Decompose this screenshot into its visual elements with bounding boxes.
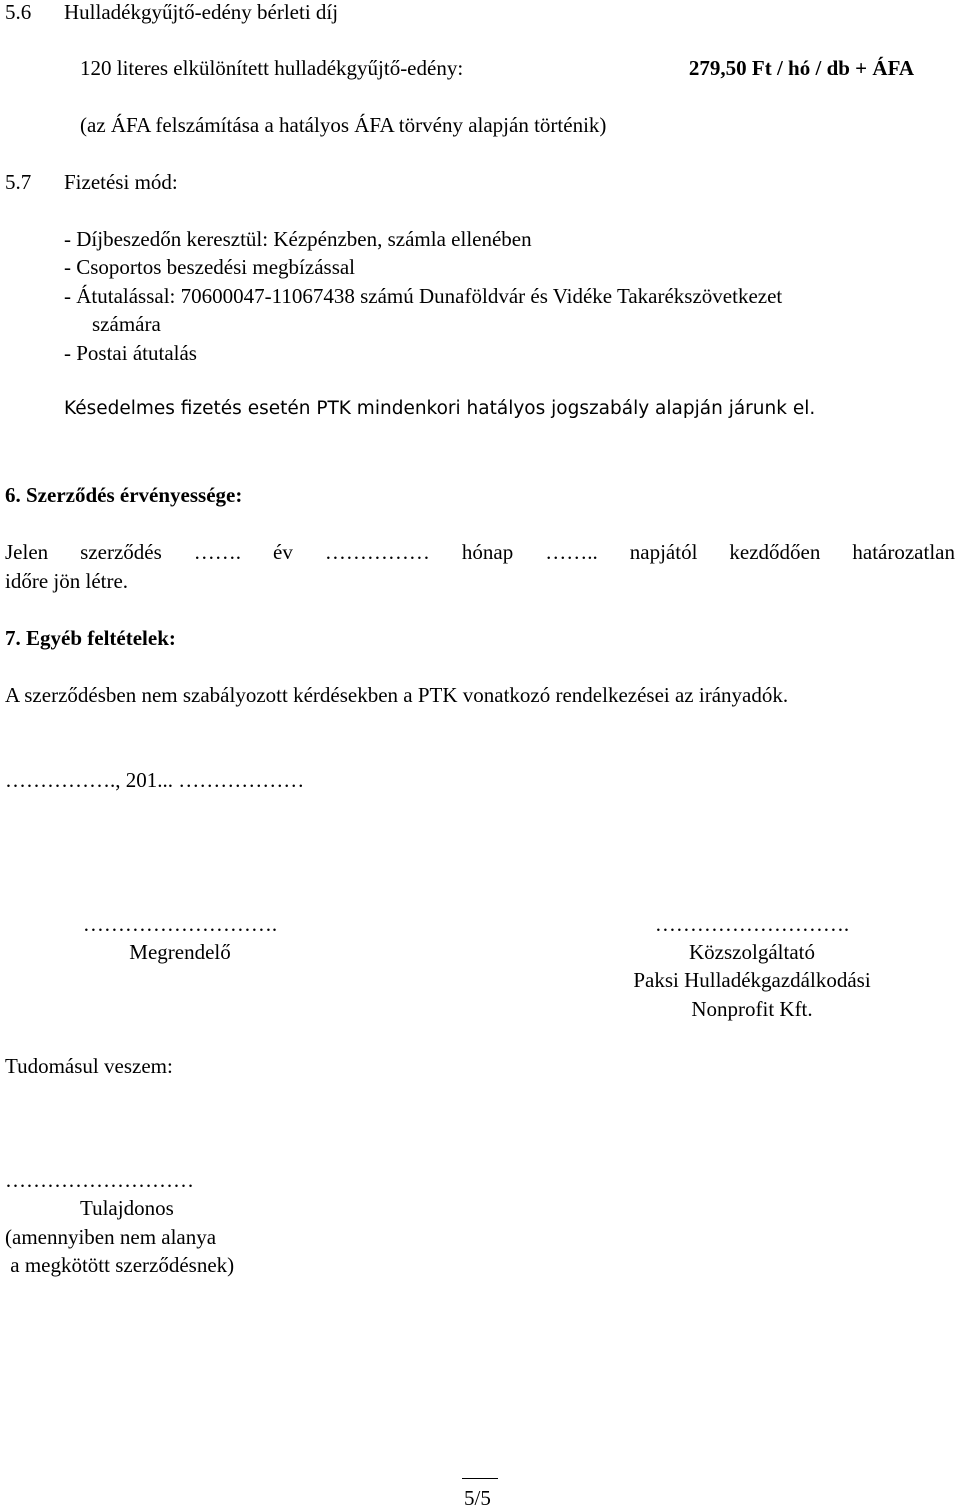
validity-line-2: időre jön létre. [5,569,129,593]
provider-company-line-2: Nonprofit Kft. [691,997,813,1021]
owner-note-line-1: (amennyiben nem alanya [5,1225,217,1249]
bin-item-label: 120 literes elkülönített hulladékgyűjtő-edény: [80,56,464,80]
vat-note: (az ÁFA felszámítása a hatályos ÁFA törvény alapján történik) [80,113,607,137]
section-5-6-number: 5.6 [5,0,32,24]
section-5-7-title: Fizetési mód: [64,170,178,194]
acknowledged-label: Tudomásul veszem: [5,1054,173,1078]
bin-item-price: 279,50 Ft / hó / db + ÁFA [688,56,914,80]
section-6-heading: 6. Szerződés érvényessége: [5,483,243,507]
payment-method-item: - Díjbeszedőn keresztül: Kézpénzben, számla ellenében [64,227,532,251]
other-terms-text: A szerződésben nem szabályozott kérdésekben a PTK vonatkozó rendelkezései az irányadók. [5,683,789,707]
section-5-6-title: Hulladékgyűjtő-edény bérleti díj [64,0,339,24]
section-7-heading: 7. Egyéb feltételek: [5,626,176,650]
payment-method-item: - Postai átutalás [64,341,197,365]
validity-line-1: Jelen szerződés ……. év …………… hónap …….. napjától kezdődően határozatlan [5,540,955,564]
signature-label-provider: Közszolgáltató [689,940,815,964]
signature-label-owner: Tulajdonos [80,1196,174,1220]
late-payment-note: Késedelmes fizetés esetén PTK mindenkori hatályos jogszabály alapján járunk el. [64,398,816,419]
owner-note-line-2: a megkötött szerződésnek) [5,1253,235,1277]
page-number: 5/5 [464,1486,491,1510]
payment-method-item-continuation: számára [92,312,161,336]
signature-line-owner: ……………………… [5,1168,194,1192]
signature-line-customer: ………………………. [82,912,278,936]
date-line: ……………., 201... ……………… [5,768,305,792]
signature-label-customer: Megrendelő [129,940,231,964]
footer-divider [462,1478,498,1479]
signature-line-provider: ………………………. [654,912,850,936]
payment-method-item: - Csoportos beszedési megbízással [64,255,356,279]
section-5-7-number: 5.7 [5,170,32,194]
provider-company-line-1: Paksi Hulladékgazdálkodási [633,968,871,992]
payment-method-item: - Átutalással: 70600047-11067438 számú Dunaföldvár és Vidéke Takarékszövetkezet [64,284,783,308]
